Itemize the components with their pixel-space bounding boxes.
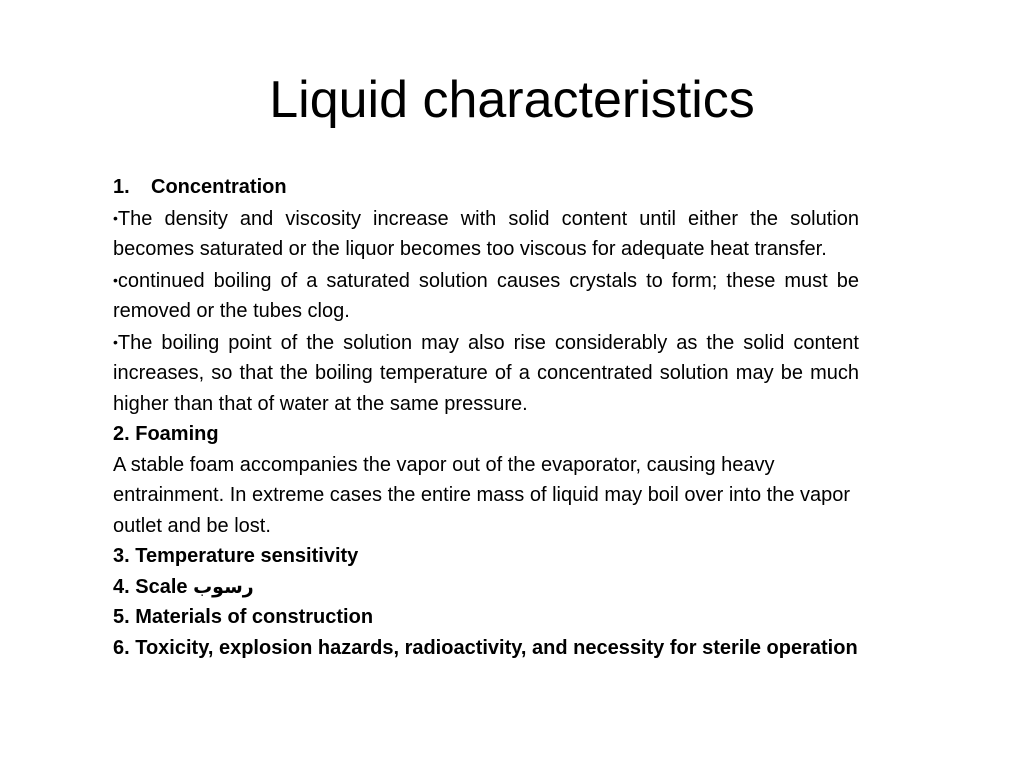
bullet-item — [113, 327, 859, 420]
section-foaming-heading: 2. Foaming — [113, 423, 219, 445]
bullet-icon: • — [113, 271, 118, 288]
section-scale-arabic-term: رسوب — [193, 575, 254, 598]
bullet-text: The density and viscosity increase with solid content until either the solution becomes saturated or the liquor becomes too viscous for adequate heat transfer. — [113, 207, 859, 260]
section-foaming-body: A stable foam accompanies the vapor out of the evaporator, causing heavy entrainment. In extreme cases the entire mass of liquid may boil over into the vapor outlet and be lost. — [113, 453, 851, 537]
section-temperature-heading: 3. Temperature sensitivity — [113, 545, 359, 567]
bullet-icon: • — [113, 209, 118, 226]
bullet-item — [113, 203, 859, 265]
section-materials-heading: 5. Materials of construction — [113, 606, 374, 628]
bullet-text: continued boiling of a saturated solution causes crystals to form; these must be removed or the tubes clog. — [113, 269, 859, 322]
bullet-text: The boiling point of the solution may also rise considerably as the solid content increases, so that the boiling temperature of a concentrated solution may be much higher than that of water at the same pressure. — [113, 331, 859, 415]
slide-title: Liquid characteristics — [269, 71, 755, 129]
section-scale-label: 4. Scale — [113, 575, 188, 598]
section-concentration-heading — [113, 172, 859, 203]
section-toxicity-heading: 6. Toxicity, explosion hazards, radioactivity, and necessity for sterile operation — [113, 636, 858, 659]
section-heading-label: Concentration — [151, 176, 287, 198]
bullet-item — [113, 265, 859, 327]
bullet-icon: • — [113, 333, 118, 350]
section-number: 1. — [113, 176, 130, 198]
section-scale-heading — [113, 572, 859, 603]
slide-content — [113, 172, 859, 663]
